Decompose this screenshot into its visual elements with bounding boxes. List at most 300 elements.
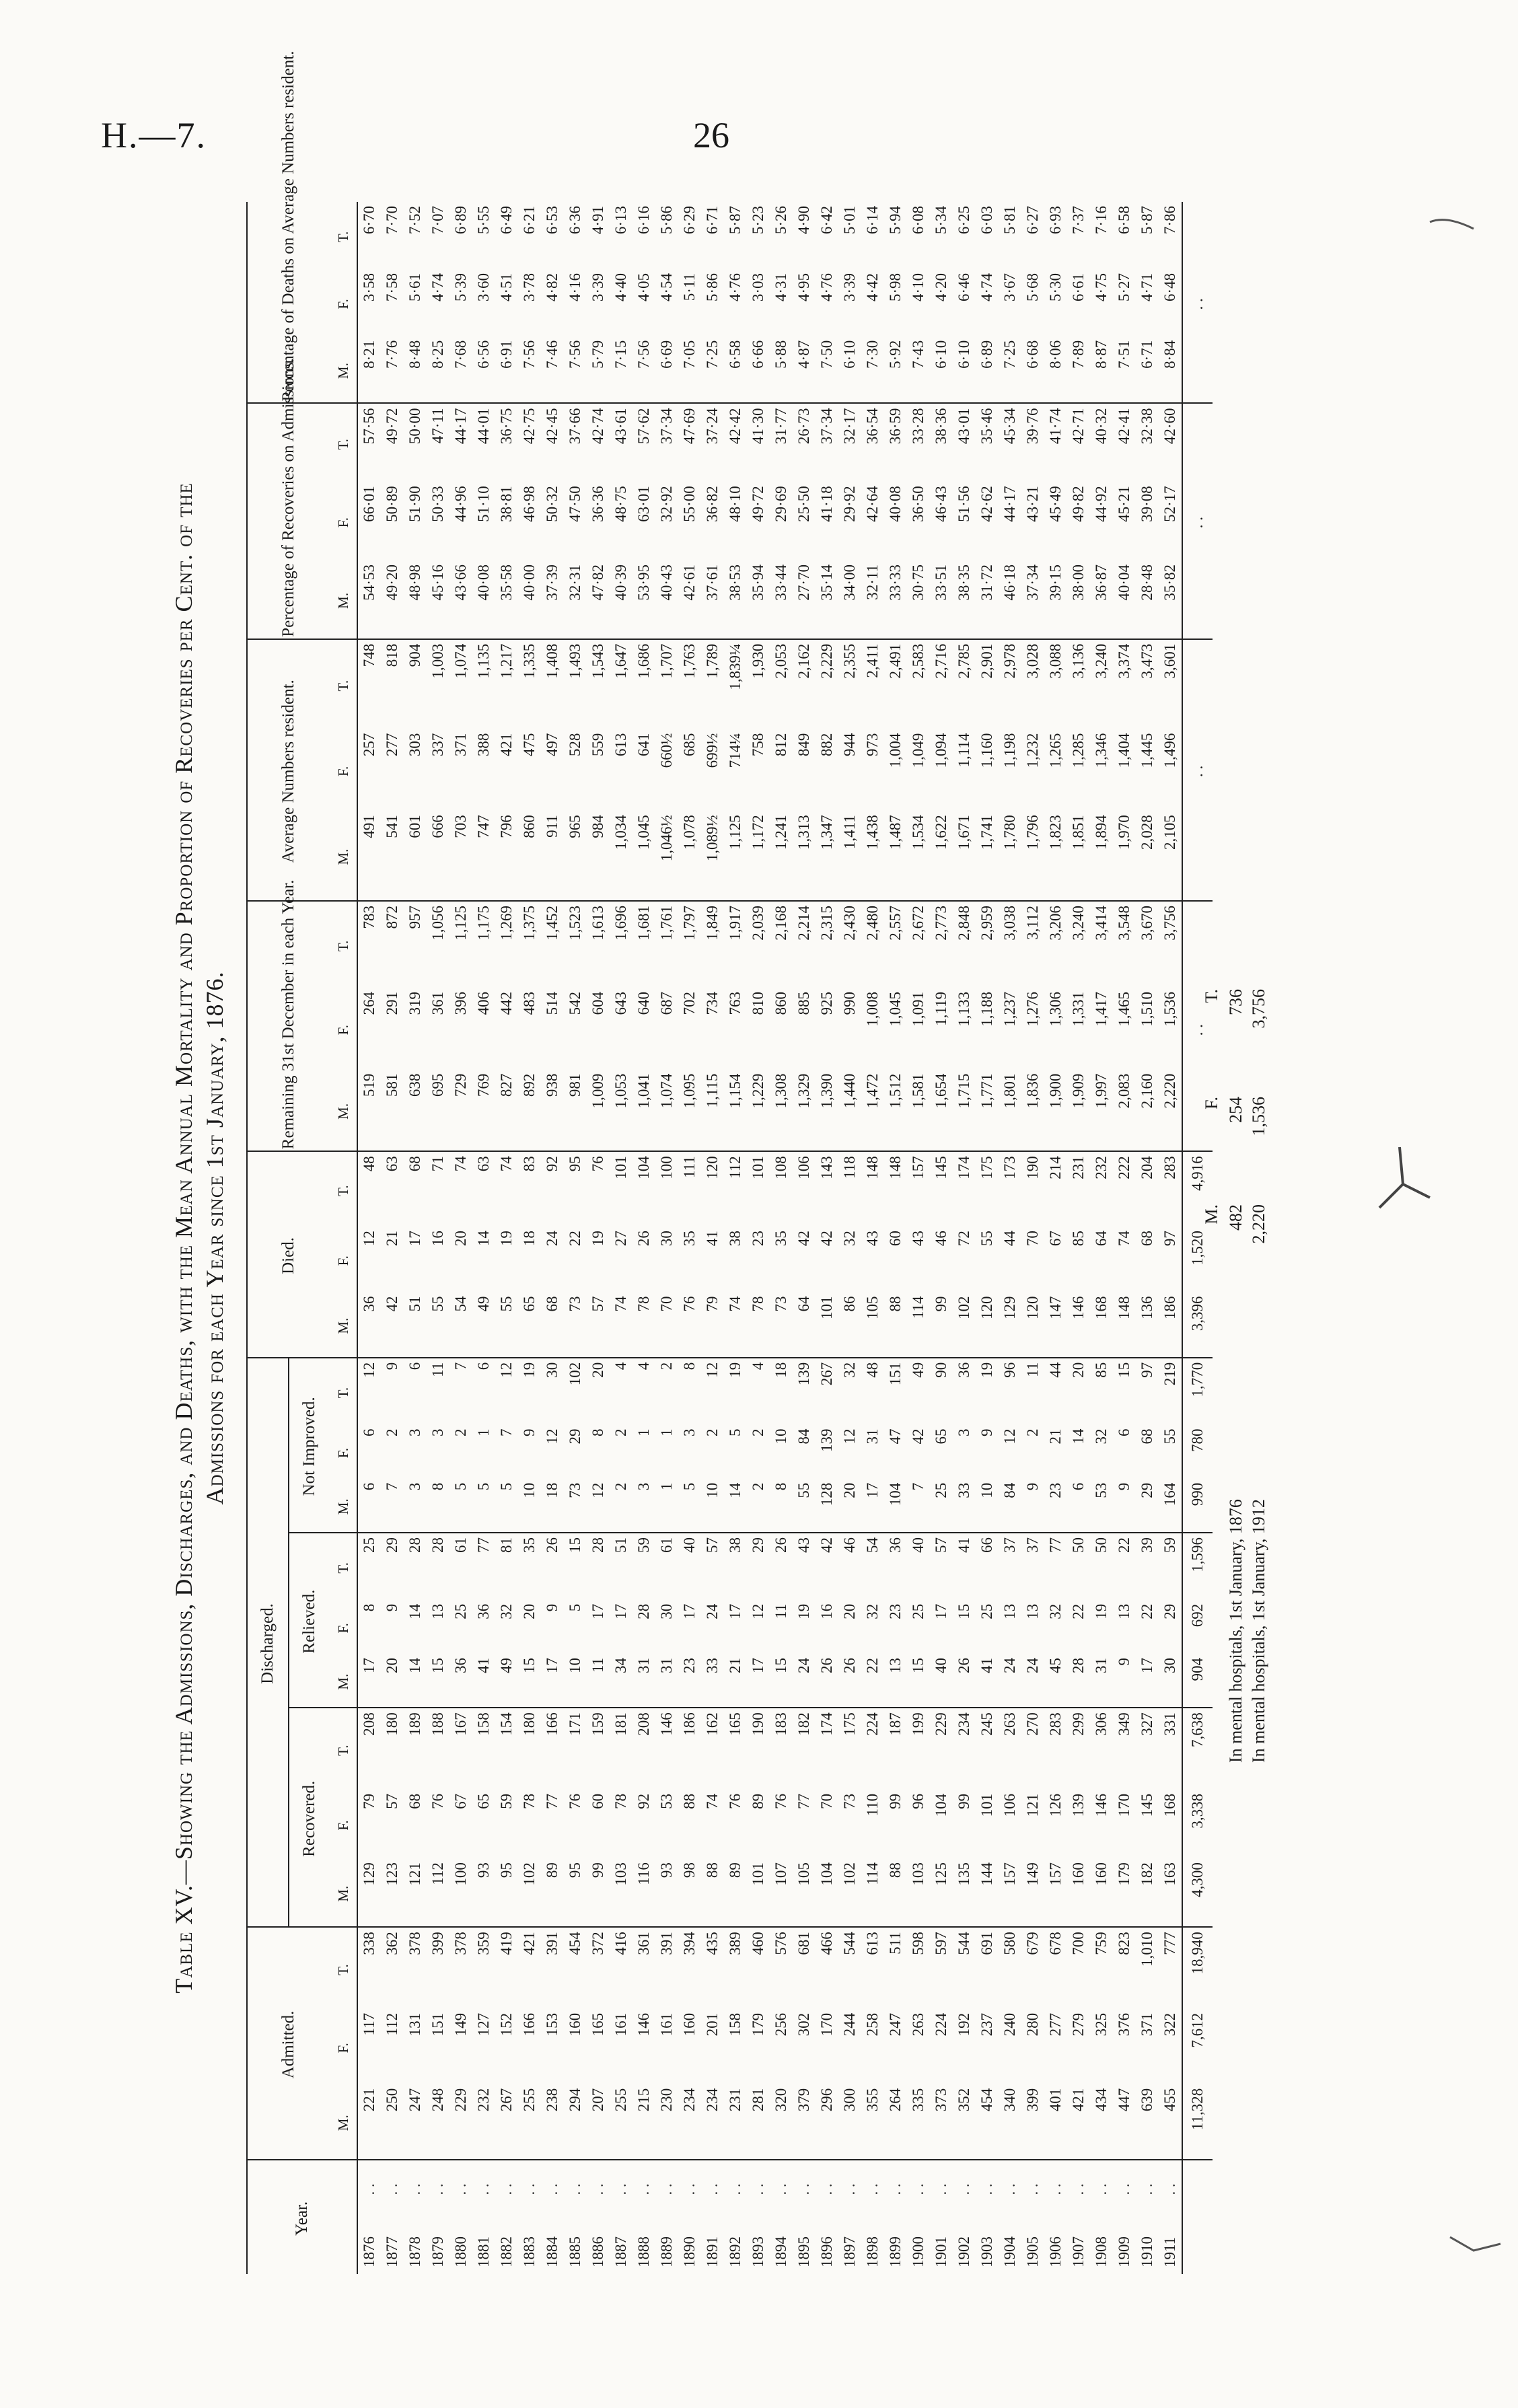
table-cell: 23 [678, 1654, 701, 1708]
table-cell: 42·75 [521, 408, 538, 445]
table-cell: 2,785 [955, 643, 972, 679]
table-cell: 15 [427, 1654, 449, 1708]
table-cell: 1,232 [1024, 733, 1041, 768]
table-cell: 165 [727, 1712, 744, 1736]
table-cell: 6·91 [495, 336, 518, 404]
col-admitted-header: Admitted. [247, 1927, 330, 2159]
table-cell: 40·43 [655, 560, 678, 639]
table-cell: 175 [978, 1156, 995, 1179]
table-cell: 78 [612, 1793, 629, 1809]
table-cell: 7·05 [678, 336, 701, 404]
table-cell: 8·84 [1159, 336, 1182, 404]
table-row [357, 202, 381, 2274]
table-cell: 10 [976, 1479, 999, 1533]
scan-mark-bottom [1447, 2227, 1507, 2267]
table-cell: 371 [1138, 2012, 1155, 2037]
leader-dots: . . [361, 2183, 377, 2195]
table-row [884, 202, 907, 2274]
table-cell: 207 [587, 2084, 610, 2160]
table-cell: 5·87 [1138, 206, 1155, 235]
table-cell: 121 [404, 1858, 427, 1927]
table-cell: 24 [544, 1231, 561, 1247]
table-cell: 687 [658, 991, 675, 1015]
table-cell: 17 [541, 1654, 564, 1708]
table-cell: 36·87 [1090, 560, 1113, 639]
table-cell: 170 [1116, 1793, 1132, 1817]
table-cell: 31·77 [772, 408, 789, 445]
table-cell: 373 [930, 2084, 953, 2160]
table-cell: 3,136 [1070, 643, 1087, 679]
table-cell: 61 [658, 1537, 675, 1553]
table-cell: 1,172 [747, 811, 770, 901]
table-cell: 48·10 [727, 486, 744, 522]
table-cell: 1,010 [1138, 1932, 1155, 1967]
table-cell: 47·82 [587, 560, 610, 639]
table-cell: 34 [610, 1654, 632, 1708]
subheader-f: F. [335, 299, 351, 309]
table-cell: 1,308 [770, 1070, 793, 1152]
table-cell: 1,114 [955, 733, 972, 768]
table-cell: 5·30 [1047, 272, 1064, 302]
footnote-col-m: M. [1202, 1204, 1221, 1225]
table-cell: 2,214 [795, 906, 812, 941]
table-row [747, 202, 770, 2274]
table-cell: 14 [724, 1479, 747, 1533]
table-cell: 105 [861, 1292, 884, 1357]
table-cell: 984 [587, 811, 610, 901]
table-cell: 45·16 [427, 560, 449, 639]
table-cell: 263 [910, 2012, 927, 2037]
table-cell: 5 [495, 1479, 518, 1533]
table-cell: 30 [658, 1231, 675, 1247]
table-cell: 146 [658, 1712, 675, 1736]
table-cell: 604 [589, 991, 606, 1015]
table-cell: 4·40 [612, 272, 629, 302]
table-cell: 17 [612, 1603, 629, 1619]
table-cell: 26 [635, 1231, 652, 1247]
table-cell: 47·11 [429, 408, 446, 444]
table-cell: 55 [1161, 1428, 1178, 1445]
table-cell: 92 [635, 1793, 652, 1809]
table-cell: 302 [795, 2012, 812, 2037]
table-cell: 16 [429, 1231, 446, 1247]
table-cell: 8·87 [1090, 336, 1113, 404]
table-cell: 1,135 [475, 643, 492, 679]
table-cell: 38 [727, 1537, 744, 1553]
table-cell: 9 [384, 1362, 400, 1371]
table-cell: 2 [384, 1428, 400, 1436]
table-cell: 30 [544, 1362, 561, 1378]
table-cell: 1,175 [475, 906, 492, 941]
table-cell: 25 [452, 1603, 469, 1619]
table-cell: 9 [384, 1603, 400, 1612]
table-cell: 204 [1138, 1156, 1155, 1179]
scan-mark-middle [1373, 1144, 1433, 1218]
table-cell: 33 [701, 1654, 724, 1708]
table-cell: 102 [567, 1362, 583, 1386]
table-cell: 43·21 [1024, 486, 1041, 522]
table-cell: 283 [1161, 1156, 1178, 1179]
table-cell: 1,053 [610, 1070, 632, 1152]
table-cell: 1,523 [567, 906, 583, 941]
table-cell: 146 [1093, 1793, 1110, 1817]
table-cell: 406 [475, 991, 492, 1015]
table-cell: 6·66 [747, 336, 770, 404]
table-cell: 20 [521, 1603, 538, 1619]
page-number: 26 [693, 115, 729, 155]
subheader-m: M. [330, 1654, 357, 1708]
table-row [976, 202, 999, 2274]
year-cell: 1877 [384, 2236, 400, 2267]
table-cell: 50·89 [384, 486, 400, 522]
table-cell: 160 [681, 2012, 698, 2037]
table-cell: 250 [381, 2084, 404, 2160]
table-cell: 7·56 [632, 336, 655, 404]
table-cell: 1,472 [861, 1070, 884, 1152]
table-cell: 1,445 [1138, 733, 1155, 768]
table-cell: 320 [770, 2084, 793, 2160]
table-cell: 41·30 [750, 408, 766, 445]
table-cell: 33·28 [910, 408, 927, 445]
table-cell: 40 [910, 1537, 927, 1553]
table-cell: 22 [861, 1654, 884, 1708]
table-cell: 613 [864, 1932, 881, 1955]
subheader-f: F. [335, 517, 351, 528]
table-cell: 29·69 [772, 486, 789, 522]
table-cell: 139 [1070, 1793, 1087, 1817]
table-cell: 11 [772, 1603, 789, 1619]
table-cell: 4·82 [544, 272, 561, 302]
table-cell: 378 [406, 1932, 423, 1955]
table-cell: 264 [361, 991, 377, 1015]
table-cell: 640 [635, 991, 652, 1015]
table-cell: 6 [475, 1362, 492, 1371]
table-cell: 5 [449, 1479, 472, 1533]
table-cell: 77 [795, 1793, 812, 1809]
year-cell: 1899 [887, 2236, 904, 2267]
table-cell: 6·89 [976, 336, 999, 404]
table-cell: 362 [384, 1932, 400, 1955]
table-cell: 49·20 [381, 560, 404, 639]
table-cell: 78 [632, 1292, 655, 1357]
table-cell: 55 [495, 1292, 518, 1357]
table-cell: 638 [404, 1070, 427, 1152]
leader-dots: . . [818, 2183, 835, 2195]
table-cell: 38·35 [953, 560, 976, 639]
table-cell: 166 [521, 2012, 538, 2037]
table-cell: 1,789 [704, 643, 721, 679]
year-cell: 1884 [544, 2236, 561, 2267]
table-cell: 1,917 [727, 906, 744, 941]
table-row [838, 202, 861, 2274]
table-cell: 666 [427, 811, 449, 901]
table-cell: 89 [750, 1793, 766, 1809]
table-cell: 435 [704, 1932, 721, 1955]
table-cell: 581 [381, 1070, 404, 1152]
table-cell: 7·56 [518, 336, 541, 404]
table-cell: 38 [727, 1231, 744, 1247]
table-cell: 5·55 [475, 206, 492, 235]
table-cell: 50·32 [544, 486, 561, 522]
table-cell: 40·32 [1093, 408, 1110, 445]
table-cell: 48·98 [404, 560, 427, 639]
table-cell: 6·25 [955, 206, 972, 235]
table-cell: 401 [1044, 2084, 1067, 2160]
table-cell: 3,473 [1138, 643, 1155, 679]
table-cell: 283 [1047, 1712, 1064, 1736]
year-cell: 1909 [1116, 2236, 1132, 2267]
table-cell: 1,801 [999, 1070, 1021, 1152]
table-cell: 45·34 [1001, 408, 1018, 445]
table-cell: 70 [655, 1292, 678, 1357]
table-cell: 26 [838, 1654, 861, 1708]
total-empty-cell [1182, 560, 1213, 639]
table-cell: 35 [772, 1231, 789, 1247]
table-cell: 59 [498, 1793, 515, 1809]
table-cell: 123 [381, 1858, 404, 1927]
table-cell: 1,375 [521, 906, 538, 941]
table-cell: 53·95 [632, 560, 655, 639]
year-cell: 1905 [1024, 2236, 1041, 2267]
table-cell: 64 [793, 1292, 816, 1357]
table-cell: 1,465 [1116, 991, 1132, 1027]
table-cell: 32·31 [564, 560, 587, 639]
table-cell: 3,601 [1161, 643, 1178, 679]
table-cell: 12 [498, 1362, 515, 1378]
total-cell: 7,638 [1182, 1708, 1213, 1790]
table-cell: 1,647 [612, 643, 629, 679]
table-cell: 1,909 [1067, 1070, 1090, 1152]
table-cell: 29 [1161, 1603, 1178, 1619]
table-cell: 17 [357, 1654, 381, 1708]
table-cell: 2 [452, 1428, 469, 1436]
table-cell: 1,034 [610, 811, 632, 901]
table-cell: 68 [406, 1156, 423, 1172]
table-cell: 4·05 [635, 272, 652, 302]
table-cell: 92 [544, 1156, 561, 1172]
table-cell: 1,003 [429, 643, 446, 679]
table-cell: 2,168 [772, 906, 789, 941]
table-cell: 695 [427, 1070, 449, 1152]
table-cell: 88 [701, 1858, 724, 1927]
table-cell: 2 [704, 1428, 721, 1436]
table-cell: 872 [384, 906, 400, 929]
table-cell: 7·76 [381, 336, 404, 404]
table-cell: 49 [910, 1362, 927, 1378]
table-cell: 19 [978, 1362, 995, 1378]
table-cell: 14 [406, 1603, 423, 1619]
table-cell: 7·56 [564, 336, 587, 404]
table-cell: 2,978 [1001, 643, 1018, 679]
table-cell: 120 [976, 1292, 999, 1357]
table-cell: 519 [357, 1070, 381, 1152]
table-cell: 12 [361, 1362, 377, 1378]
table-cell: 559 [589, 733, 606, 757]
table-cell: 131 [406, 2012, 423, 2037]
table-cell: 296 [816, 2084, 838, 2160]
subheader-f: F. [335, 1623, 351, 1634]
table-cell: 1,009 [587, 1070, 610, 1152]
table-cell: 93 [472, 1858, 495, 1927]
table-cell: 183 [772, 1712, 789, 1736]
table-cell: 1,095 [678, 1070, 701, 1152]
table-cell: 17 [933, 1603, 949, 1619]
table-cell: 101 [750, 1156, 766, 1179]
table-cell: 27 [612, 1231, 629, 1247]
table-cell: 2,491 [887, 643, 904, 679]
table-cell: 37 [1024, 1537, 1041, 1553]
table-cell: 157 [1044, 1858, 1067, 1927]
table-cell: 157 [999, 1858, 1021, 1927]
table-cell: 1,543 [589, 643, 606, 679]
table-cell: 882 [818, 733, 835, 757]
table-cell: 1,188 [978, 991, 995, 1027]
table-cell: 95 [564, 1858, 587, 1927]
table-cell: 98 [678, 1858, 701, 1927]
year-cell: 1896 [818, 2236, 835, 2267]
table-cell: 1,496 [1161, 733, 1178, 768]
year-cell: 1885 [567, 2236, 583, 2267]
table-cell: 42·71 [1070, 408, 1087, 445]
year-cell: 1911 [1161, 2236, 1178, 2267]
subheader-t: T. [335, 1185, 351, 1196]
table-row [564, 202, 587, 2274]
table-cell: 542 [567, 991, 583, 1015]
table-cell: 65 [933, 1428, 949, 1445]
table-cell: 3·39 [589, 272, 606, 302]
table-cell: 758 [750, 733, 766, 757]
col-died-header: Died. [247, 1151, 330, 1358]
table-cell: 277 [1047, 2012, 1064, 2037]
table-cell: 267 [818, 1362, 835, 1386]
table-cell: 97 [1161, 1231, 1178, 1247]
total-cell: 1,596 [1182, 1533, 1213, 1600]
table-cell: 160 [1090, 1858, 1113, 1927]
table-cell: 104 [816, 1858, 838, 1927]
table-cell: 174 [955, 1156, 972, 1179]
table-cell: 528 [567, 733, 583, 757]
leader-dots: . . [910, 2183, 927, 2195]
table-cell: 8 [361, 1603, 377, 1612]
subheader-f: F. [335, 1447, 351, 1459]
leader-dots: . . [1161, 2183, 1178, 2195]
table-cell: 460 [750, 1932, 766, 1955]
table-cell: 702 [681, 991, 698, 1015]
table-cell: 15 [955, 1603, 972, 1619]
table-cell: 240 [1001, 2012, 1018, 2037]
table-cell: 399 [429, 1932, 446, 1955]
table-cell: 73 [841, 1793, 858, 1809]
table-cell: 148 [887, 1156, 904, 1179]
table-cell: 32 [498, 1603, 515, 1619]
table-cell: 3,548 [1116, 906, 1132, 941]
table-cell: 32 [841, 1231, 858, 1247]
table-cell: 44·92 [1093, 486, 1110, 522]
table-cell: 20 [1070, 1362, 1087, 1378]
leader-dots: . . [452, 2183, 469, 2195]
table-cell: 597 [933, 1932, 949, 1955]
table-cell: 238 [541, 2084, 564, 2160]
table-cell: 8 [589, 1428, 606, 1436]
table-cell: 12 [361, 1231, 377, 1247]
table-cell: 6·16 [635, 206, 652, 235]
table-cell: 3,756 [1161, 906, 1178, 941]
table-cell: 11 [1024, 1362, 1041, 1377]
table-cell: 50·33 [429, 486, 446, 522]
table-cell: 25 [978, 1603, 995, 1619]
table-cell: 27·70 [793, 560, 816, 639]
table-cell: 112 [727, 1156, 744, 1179]
table-cell: 10 [701, 1479, 724, 1533]
table-cell: 149 [452, 2012, 469, 2037]
table-cell: 26 [544, 1537, 561, 1553]
table-cell: 234 [955, 1712, 972, 1736]
table-cell: 168 [1161, 1793, 1178, 1817]
table-cell: 3,374 [1116, 643, 1132, 679]
table-cell: 32·11 [861, 560, 884, 639]
table-cell: 36·36 [589, 486, 606, 522]
table-cell: 4·95 [795, 272, 812, 302]
leader-dots: . . [978, 2183, 995, 2195]
footnote [1202, 202, 1280, 2274]
table-cell: 965 [564, 811, 587, 901]
table-cell: 1,198 [1001, 733, 1018, 768]
table-cell: 340 [999, 2084, 1021, 2160]
total-empty-cell [1182, 639, 1213, 729]
table-cell: 5·86 [658, 206, 675, 235]
table-cell: 201 [704, 2012, 721, 2037]
table-cell: 9 [544, 1603, 561, 1612]
table-cell: 50·00 [406, 408, 423, 445]
table-cell: 1,390 [816, 1070, 838, 1152]
table-cell: 10 [772, 1428, 789, 1445]
table-cell: 100 [658, 1156, 675, 1179]
table-cell: 73 [564, 1479, 587, 1533]
total-empty-cell: . . [1182, 729, 1213, 811]
table-cell: 13 [1001, 1603, 1018, 1619]
table-cell: 55 [427, 1292, 449, 1357]
table-cell: 1,796 [1021, 811, 1044, 901]
table-cell: 2,160 [1136, 1070, 1159, 1152]
table-row [1090, 202, 1113, 2274]
table-cell: 121 [1024, 1793, 1041, 1817]
total-cell: 1,520 [1182, 1227, 1213, 1292]
table-cell: 796 [495, 811, 518, 901]
table-cell: 6 [357, 1479, 381, 1533]
table-cell: 20 [452, 1231, 469, 1247]
leader-dots: . . [498, 2183, 515, 2195]
table-cell: 613 [612, 733, 629, 757]
footnote-1876-f: 254 [1226, 1097, 1245, 1123]
table-cell: 5 [678, 1479, 701, 1533]
table-cell: 148 [1113, 1292, 1136, 1357]
year-cell: 1892 [727, 2236, 744, 2267]
table-caption [168, 202, 236, 2274]
table-cell: 44 [1047, 1362, 1064, 1378]
table-cell: 299 [1070, 1712, 1087, 1736]
table-cell: 6·69 [655, 336, 678, 404]
table-cell: 1,335 [521, 643, 538, 679]
table-cell: 46·43 [933, 486, 949, 522]
table-cell: 2,959 [978, 906, 995, 941]
table-cell: 6·93 [1047, 206, 1064, 235]
table-cell: 36·54 [864, 408, 881, 445]
table-cell: 146 [635, 2012, 652, 2037]
leader-dots: . . [772, 2183, 789, 2195]
table-cell: 6·48 [1161, 272, 1178, 302]
table-cell: 143 [818, 1156, 835, 1179]
table-cell: 9 [1021, 1479, 1044, 1533]
